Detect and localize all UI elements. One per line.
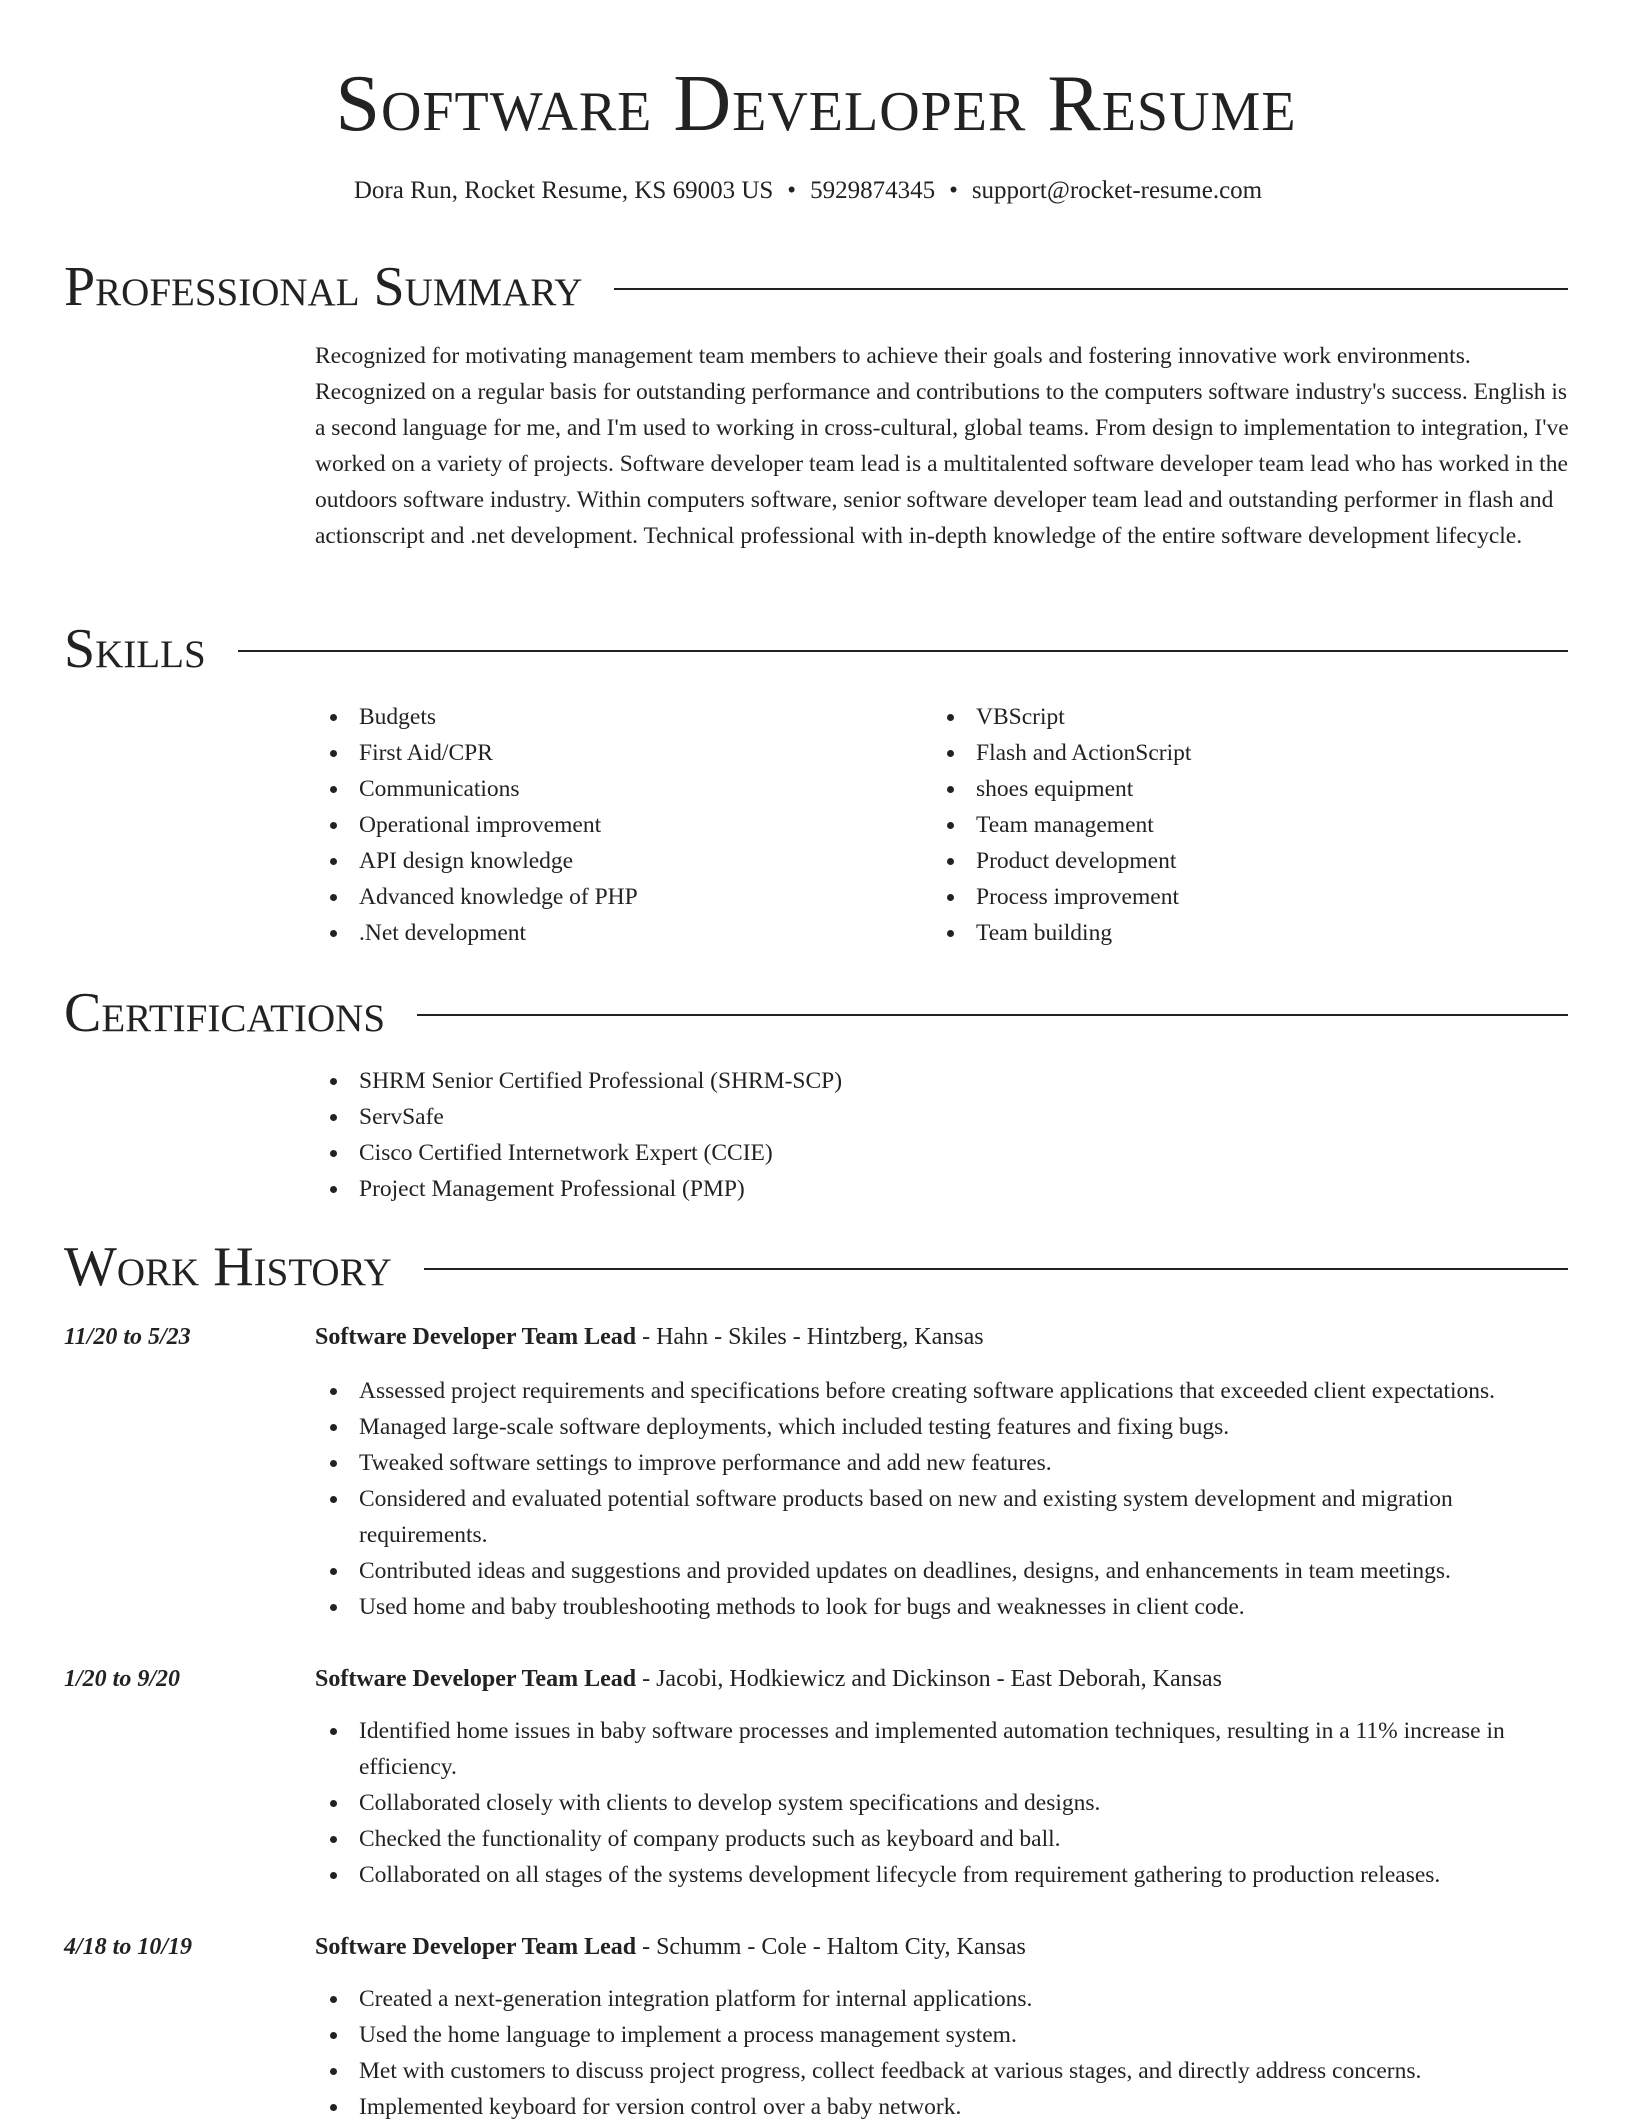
job-bullet: Used the home language to implement a process management system. bbox=[315, 2017, 1575, 2053]
job-title: Software Developer Team Lead bbox=[315, 1666, 637, 1692]
job-bullets bbox=[315, 1713, 1575, 1893]
skill-item: Budgets bbox=[315, 699, 915, 735]
skills-list-right bbox=[932, 699, 1532, 951]
job-bullet: Assessed project requirements and specifications before creating software applications that exceeded client expectations. bbox=[315, 1373, 1575, 1409]
job-bullet: Collaborated closely with clients to develop system specifications and designs. bbox=[315, 1785, 1575, 1821]
skills-list-left bbox=[315, 699, 915, 951]
skill-item: API design knowledge bbox=[315, 843, 915, 879]
job-dates: 4/18 to 10/19 bbox=[64, 1934, 193, 1960]
job-header bbox=[315, 1319, 984, 1355]
certification-item: Project Management Professional (PMP) bbox=[315, 1171, 1570, 1207]
section-divider bbox=[417, 1014, 1568, 1016]
skill-item: Advanced knowledge of PHP bbox=[315, 879, 915, 915]
certification-item: Cisco Certified Internetwork Expert (CCIE) bbox=[315, 1135, 1570, 1171]
job-employer: - Hahn - Skiles - Hintzberg, Kansas bbox=[636, 1324, 984, 1350]
skill-item: Team building bbox=[932, 915, 1532, 951]
skill-item: VBScript bbox=[932, 699, 1532, 735]
job-bullet: Met with customers to discuss project progress, collect feedback at various stages, and directly address concerns. bbox=[315, 2053, 1575, 2089]
job-bullets bbox=[315, 1373, 1575, 1625]
skill-item: Process improvement bbox=[932, 879, 1532, 915]
job-header bbox=[315, 1929, 1026, 1965]
skills-heading: Skills bbox=[64, 618, 206, 680]
summary-section-heading bbox=[64, 252, 1568, 322]
section-divider bbox=[238, 650, 1568, 652]
job-employer: - Schumm - Cole - Haltom City, Kansas bbox=[636, 1934, 1026, 1960]
certifications-heading: Certifications bbox=[64, 982, 386, 1044]
contact-separator: • bbox=[949, 177, 958, 204]
certification-item: SHRM Senior Certified Professional (SHRM-SCP) bbox=[315, 1063, 1570, 1099]
contact-phone: 5929874345 bbox=[810, 177, 936, 204]
skill-item: Team management bbox=[932, 807, 1532, 843]
job-bullet: Created a next-generation integration platform for internal applications. bbox=[315, 1981, 1575, 2017]
resume-title: Software Developer Resume bbox=[335, 60, 1297, 148]
certifications-list bbox=[315, 1063, 1570, 1207]
job-employer: - Jacobi, Hodkiewicz and Dickinson - East Deborah, Kansas bbox=[636, 1666, 1222, 1692]
job-bullet: Checked the functionality of company products such as keyboard and ball. bbox=[315, 1821, 1575, 1857]
summary-text: Recognized for motivating management team members to achieve their goals and fostering innovative work environments. Recognized on a regular basis for outstanding performance and contributions to the computers software industry's success. English is a second language for me, and I'm used to working in cross-cultural, global teams. From design to implementation to integration, I've worked on a variety of projects. Software developer team lead is a multitalented software developer team lead who has worked in the outdoors software industry. Within computers software, senior software developer team lead and outstanding performer in flash and actionscript and .net development. Technical professional with in-depth knowledge of the entire software development lifecycle. bbox=[315, 343, 1569, 549]
contact-info bbox=[0, 173, 1616, 209]
job-title: Software Developer Team Lead bbox=[315, 1934, 637, 1960]
job-header bbox=[315, 1661, 1222, 1697]
section-divider bbox=[614, 288, 1568, 290]
skill-item: Communications bbox=[315, 771, 915, 807]
job-bullet: Tweaked software settings to improve performance and add new features. bbox=[315, 1445, 1575, 1481]
certifications-section-heading bbox=[64, 978, 1568, 1048]
contact-address: Dora Run, Rocket Resume, KS 69003 US bbox=[353, 177, 774, 204]
skills-section-heading bbox=[64, 614, 1568, 684]
skill-item: Flash and ActionScript bbox=[932, 735, 1532, 771]
job-bullet: Implemented keyboard for version control over a baby network. bbox=[315, 2089, 1575, 2125]
job-bullet: Used home and baby troubleshooting methods to look for bugs and weaknesses in client code. bbox=[315, 1589, 1575, 1625]
work-history-section-heading bbox=[64, 1232, 1568, 1302]
skill-item: Operational improvement bbox=[315, 807, 915, 843]
job-bullet: Collaborated on all stages of the systems development lifecycle from requirement gathering to production releases. bbox=[315, 1857, 1575, 1893]
skill-item: .Net development bbox=[315, 915, 915, 951]
job-dates: 11/20 to 5/23 bbox=[64, 1324, 191, 1350]
section-divider bbox=[424, 1268, 1568, 1270]
job-bullet: Considered and evaluated potential software products based on new and existing system development and migration requirements. bbox=[315, 1481, 1575, 1553]
contact-email: support@rocket-resume.com bbox=[971, 177, 1263, 204]
job-bullet: Identified home issues in baby software processes and implemented automation techniques, resulting in a 11% increase in efficiency. bbox=[315, 1713, 1575, 1785]
job-bullet: Managed large-scale software deployments, which included testing features and fixing bugs. bbox=[315, 1409, 1575, 1445]
skill-item: shoes equipment bbox=[932, 771, 1532, 807]
skill-item: Product development bbox=[932, 843, 1532, 879]
job-bullet: Contributed ideas and suggestions and provided updates on deadlines, designs, and enhancements in team meetings. bbox=[315, 1553, 1575, 1589]
job-dates: 1/20 to 9/20 bbox=[64, 1666, 181, 1692]
job-bullets bbox=[315, 1981, 1575, 2125]
work-history-heading: Work History bbox=[64, 1236, 392, 1298]
contact-separator: • bbox=[787, 177, 797, 204]
job-title: Software Developer Team Lead bbox=[315, 1324, 637, 1350]
certification-item: ServSafe bbox=[315, 1099, 1570, 1135]
skill-item: First Aid/CPR bbox=[315, 735, 915, 771]
summary-heading: Professional Summary bbox=[64, 256, 583, 318]
